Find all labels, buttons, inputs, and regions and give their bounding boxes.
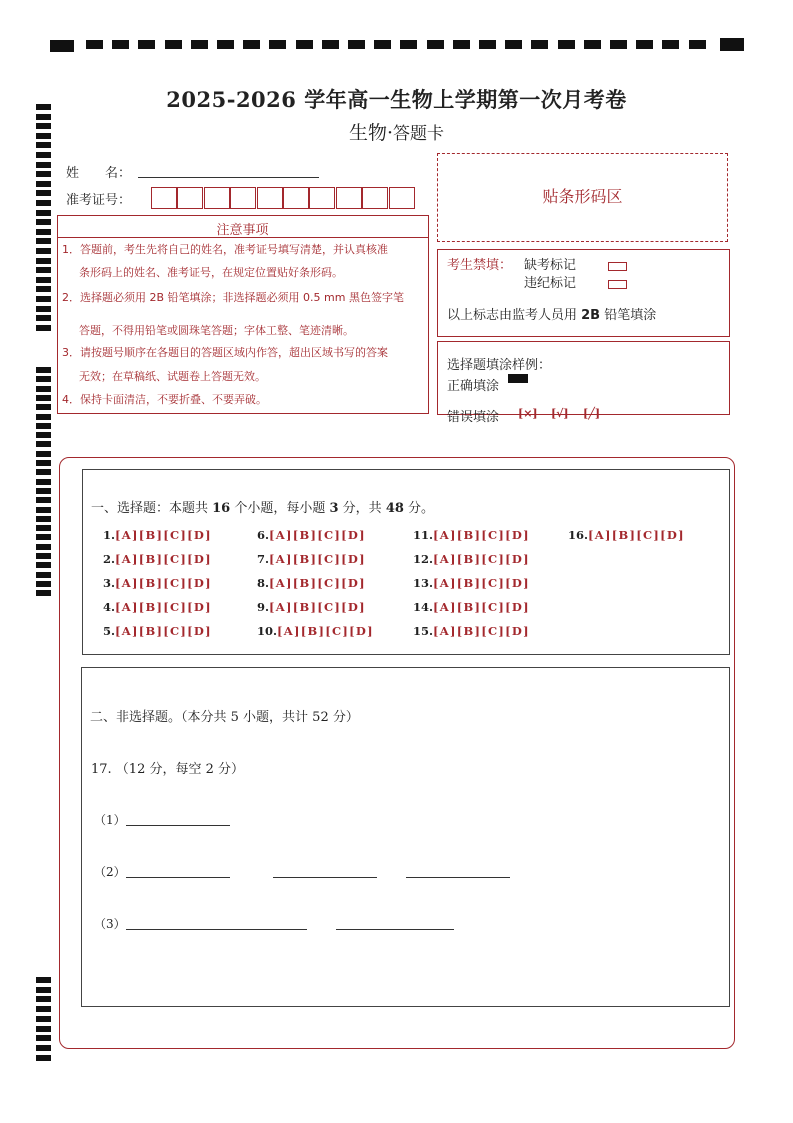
choice-question[interactable]	[257, 528, 366, 542]
name-label: 姓 名：	[66, 166, 132, 181]
choice-question[interactable]	[103, 624, 212, 638]
timing-mark	[36, 404, 51, 410]
heading-num: 48	[385, 501, 404, 516]
id-digit-cell[interactable]	[177, 187, 203, 209]
answer-blank[interactable]	[273, 877, 377, 878]
timing-mark	[36, 1016, 51, 1022]
timing-mark	[374, 40, 391, 49]
forbidden-label: 考生禁填：	[447, 258, 513, 273]
answer-options[interactable]: [A][B][C][D]	[277, 624, 374, 638]
answer-blank[interactable]	[126, 877, 230, 878]
timing-mark	[36, 488, 51, 494]
question-number: 3.	[103, 576, 116, 590]
timing-mark	[531, 40, 548, 49]
timing-mark	[36, 590, 51, 596]
notice-item: 条形码上的姓名、准考证号，在规定位置贴好条形码。	[79, 266, 343, 279]
choice-question[interactable]	[257, 576, 366, 590]
timing-mark	[36, 497, 51, 503]
id-digit-cell[interactable]	[389, 187, 415, 209]
choice-question[interactable]	[103, 576, 212, 590]
answer-options[interactable]: [A][B][C][D]	[588, 528, 685, 542]
timing-mark	[36, 190, 51, 196]
timing-mark	[36, 171, 51, 177]
timing-mark	[662, 40, 679, 49]
timing-mark	[36, 1006, 51, 1012]
question-number: 8.	[257, 576, 270, 590]
violation-label: 违纪标记	[524, 276, 577, 291]
timing-mark	[36, 534, 51, 540]
correct-fill-label: 正确填涂	[447, 379, 500, 394]
note-prefix: 以上标志由监考人员用	[447, 308, 582, 323]
notice-item: 答题，不得用铅笔或圆珠笔答题；字体工整、笔迹清晰。	[79, 324, 354, 337]
timing-mark	[36, 325, 51, 331]
timing-mark	[36, 460, 51, 466]
answer-options[interactable]: [A][B][C][D]	[115, 528, 212, 542]
timing-mark	[36, 267, 51, 273]
heading-num: 16	[212, 501, 231, 516]
choice-question[interactable]	[413, 600, 530, 614]
timing-mark	[689, 40, 706, 49]
card-label: 答题卡	[393, 124, 445, 144]
choice-question[interactable]	[413, 528, 530, 542]
timing-mark	[36, 414, 51, 420]
question-number: 4.	[103, 600, 116, 614]
question-number: 13.	[413, 576, 434, 590]
heading-part: 分。	[403, 501, 435, 516]
id-digit-cell[interactable]	[151, 187, 177, 209]
timing-mark	[322, 40, 339, 49]
timing-mark	[296, 40, 313, 49]
answer-options[interactable]: [A][B][C][D]	[433, 600, 530, 614]
id-digit-cell[interactable]	[309, 187, 335, 209]
question-number: 2.	[103, 552, 116, 566]
answer-options[interactable]: [A][B][C][D]	[433, 624, 530, 638]
timing-mark	[36, 162, 51, 168]
timing-mark	[50, 40, 74, 52]
timing-mark	[36, 562, 51, 568]
notice-title: 注意事项	[216, 223, 269, 238]
answer-blank[interactable]	[406, 877, 510, 878]
timing-mark	[348, 40, 365, 49]
timing-mark	[427, 40, 444, 49]
choice-question[interactable]	[257, 600, 366, 614]
wrong-mark: [╱]	[583, 407, 601, 420]
wrong-mark: [×]	[518, 407, 538, 420]
notice-item: 2．选择题必须用 2B 铅笔填涂；非选择题必须用 0.5 mm 黑色签字笔	[62, 291, 404, 304]
answer-options[interactable]: [A][B][C][D]	[433, 552, 530, 566]
wrong-fill-label: 错误填涂	[447, 410, 500, 425]
absent-checkbox[interactable]	[608, 262, 627, 271]
heading-num: 3	[329, 501, 339, 516]
timing-mark	[138, 40, 155, 49]
timing-mark	[36, 219, 51, 225]
timing-mark	[36, 572, 51, 578]
timing-mark	[36, 315, 51, 321]
question-17-heading: 17. （12 分，每空 2 分）	[91, 762, 245, 777]
question-number: 7.	[257, 552, 270, 566]
part-1-label: （1）	[94, 813, 126, 827]
timing-mark	[36, 277, 51, 283]
notice-item: 无效；在草稿纸、试题卷上答题无效。	[79, 370, 266, 383]
timing-mark	[36, 996, 51, 1002]
question-number: 1.	[103, 528, 116, 542]
correct-fill-mark	[508, 374, 528, 383]
timing-mark	[36, 469, 51, 475]
answer-options[interactable]: [A][B][C][D]	[433, 528, 530, 542]
timing-mark	[112, 40, 129, 49]
timing-mark	[217, 40, 234, 49]
name-field[interactable]	[138, 177, 319, 178]
timing-mark	[36, 367, 51, 373]
question-number: 15.	[413, 624, 434, 638]
timing-mark	[36, 181, 51, 187]
timing-mark	[86, 40, 103, 49]
timing-mark	[453, 40, 470, 49]
answer-options[interactable]: [A][B][C][D]	[269, 600, 366, 614]
timing-mark	[36, 479, 51, 485]
timing-mark	[36, 451, 51, 457]
fill-example-title: 选择题填涂样例：	[447, 358, 552, 373]
notice-item: 1．答题前，考生先将自己的姓名，准考证号填写清楚，并认真核准	[62, 243, 388, 256]
timing-mark	[36, 1055, 51, 1061]
timing-mark	[36, 152, 51, 158]
question-number: 10.	[257, 624, 278, 638]
heading-part: 分，共	[338, 501, 386, 516]
heading-part: 个小题，每小题	[230, 501, 330, 516]
timing-mark	[558, 40, 575, 49]
choice-question[interactable]	[257, 552, 366, 566]
answer-options[interactable]: [A][B][C][D]	[115, 576, 212, 590]
timing-mark	[36, 1045, 51, 1051]
timing-mark	[36, 581, 51, 587]
timing-mark	[36, 1035, 51, 1041]
answer-blank[interactable]	[126, 825, 230, 826]
question-number: 14.	[413, 600, 434, 614]
id-label: 准考证号：	[66, 193, 132, 208]
timing-mark	[36, 386, 51, 392]
timing-mark	[36, 376, 51, 382]
part-2-label: （2）	[94, 865, 126, 879]
answer-options[interactable]: [A][B][C][D]	[115, 552, 212, 566]
choice-question[interactable]	[103, 528, 212, 542]
timing-mark	[610, 40, 627, 49]
timing-mark	[36, 441, 51, 447]
timing-mark	[36, 286, 51, 292]
note-bold: 2B	[581, 308, 601, 323]
choice-question[interactable]	[413, 624, 530, 638]
id-digit-cell[interactable]	[336, 187, 362, 209]
choice-question[interactable]	[413, 576, 530, 590]
page-subtitle	[0, 118, 793, 145]
timing-mark	[36, 210, 51, 216]
timing-mark	[36, 544, 51, 550]
answer-options[interactable]: [A][B][C][D]	[269, 576, 366, 590]
page-title: 2025-2026 学年高一生物上学期第一次月考卷	[166, 87, 627, 112]
choice-question[interactable]	[103, 600, 212, 614]
notice-item: 4．保持卡面清洁，不要折叠、不要弄破。	[62, 393, 267, 406]
timing-mark	[36, 248, 51, 254]
id-digit-cell[interactable]	[283, 187, 309, 209]
timing-mark	[36, 423, 51, 429]
absent-label: 缺考标记	[524, 258, 577, 273]
choice-question[interactable]	[413, 552, 530, 566]
wrong-mark: [√]	[551, 407, 569, 420]
timing-mark	[505, 40, 522, 49]
answer-options[interactable]: [A][B][C][D]	[115, 600, 212, 614]
question-number: 9.	[257, 600, 270, 614]
timing-mark	[243, 40, 260, 49]
timing-mark	[36, 507, 51, 513]
timing-mark	[36, 987, 51, 993]
choice-question[interactable]	[103, 552, 212, 566]
choice-question[interactable]	[568, 528, 685, 542]
heading-part: 一、选择题：本题共	[91, 501, 213, 516]
question-number: 5.	[103, 624, 116, 638]
question-number: 11.	[413, 528, 434, 542]
question-number: 12.	[413, 552, 434, 566]
question-number: 6.	[257, 528, 270, 542]
timing-mark	[269, 40, 286, 49]
timing-mark	[36, 1026, 51, 1032]
id-digit-cell[interactable]	[257, 187, 283, 209]
timing-mark	[479, 40, 496, 49]
answer-options[interactable]: [A][B][C][D]	[269, 528, 366, 542]
notice-item: 3．请按题号顺序在各题目的答题区域内作答，超出区域书写的答案	[62, 346, 388, 359]
subject-label: 生物·	[348, 122, 394, 144]
timing-mark	[36, 238, 51, 244]
timing-mark	[36, 516, 51, 522]
timing-mark	[36, 306, 51, 312]
note-suffix: 铅笔填涂	[600, 308, 657, 323]
id-digit-cell[interactable]	[204, 187, 230, 209]
id-digit-cell[interactable]	[362, 187, 388, 209]
answer-options[interactable]: [A][B][C][D]	[433, 576, 530, 590]
timing-mark	[36, 296, 51, 302]
timing-mark	[36, 200, 51, 206]
forbidden-note	[447, 304, 656, 323]
timing-mark	[36, 229, 51, 235]
barcode-label: 贴条形码区	[542, 187, 623, 206]
answer-options[interactable]: [A][B][C][D]	[269, 552, 366, 566]
timing-mark	[400, 40, 417, 49]
timing-mark	[36, 553, 51, 559]
timing-mark	[36, 525, 51, 531]
timing-mark	[36, 258, 51, 264]
section2-heading: 二、非选择题。（本分共 5 小题，共计 52 分）	[90, 710, 359, 725]
timing-mark	[584, 40, 601, 49]
question-number: 16.	[568, 528, 589, 542]
id-digit-cell[interactable]	[230, 187, 256, 209]
answer-options[interactable]: [A][B][C][D]	[115, 624, 212, 638]
part-3-label: （3）	[94, 917, 126, 931]
section1-heading	[91, 497, 434, 516]
timing-mark	[720, 38, 744, 51]
timing-mark	[165, 40, 182, 49]
answer-blank[interactable]	[126, 929, 307, 930]
timing-mark	[36, 432, 51, 438]
timing-mark	[636, 40, 653, 49]
timing-mark	[191, 40, 208, 49]
violation-checkbox[interactable]	[608, 280, 627, 289]
answer-blank[interactable]	[336, 929, 454, 930]
timing-mark	[36, 395, 51, 401]
choice-question[interactable]	[257, 624, 374, 638]
timing-mark	[36, 977, 51, 983]
